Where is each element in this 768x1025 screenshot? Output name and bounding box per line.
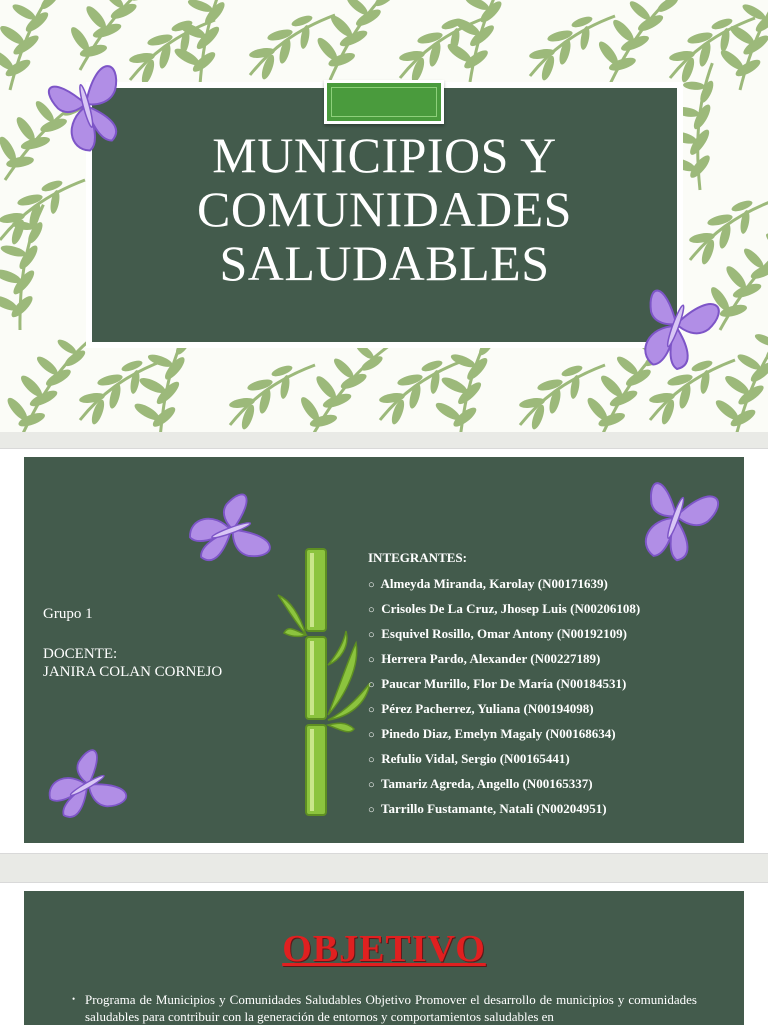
title-line: COMUNIDADES — [197, 181, 572, 237]
bullet-icon: ○ — [368, 679, 375, 691]
bullet-icon: • — [72, 994, 76, 1004]
team-slide — [0, 448, 768, 854]
member-name: Refulio Vidal, Sergio (N00165441) — [381, 751, 570, 766]
butterfly-icon — [628, 266, 724, 384]
list-item — [368, 771, 640, 796]
presentation-title — [92, 128, 677, 290]
title-line: SALUDABLES — [219, 235, 550, 291]
title-line: MUNICIPIOS Y — [212, 127, 557, 183]
bullet-icon: ○ — [368, 629, 375, 641]
bamboo-icon — [270, 545, 380, 821]
member-name: Pinedo Diaz, Emelyn Magaly (N00168634) — [381, 726, 616, 741]
bullet-icon: ○ — [368, 704, 375, 716]
group-label: Grupo 1 — [43, 606, 93, 622]
list-item — [368, 621, 640, 646]
list-item — [368, 721, 640, 746]
bullet-icon: ○ — [368, 604, 375, 616]
list-item — [368, 746, 640, 771]
docente-label: DOCENTE: — [43, 646, 118, 662]
objective-heading: OBJETIVO — [282, 928, 486, 970]
butterfly-icon — [40, 733, 136, 837]
list-item — [368, 596, 640, 621]
bullet-icon: ○ — [368, 804, 375, 816]
member-name: Herrera Pardo, Alexander (N00227189) — [381, 651, 601, 666]
objective-text: Programa de Municipios y Comunidades Saludables Objetivo Promover el desarrollo de municipios y comunidades saludables para contribuir con la generación de entornos y comportamientos saludables en — [85, 992, 697, 1024]
member-name: Tarrillo Fustamante, Natali (N00204951) — [381, 801, 607, 816]
docente-block — [43, 645, 222, 681]
objective-body — [72, 991, 697, 1025]
bullet-icon: ○ — [368, 779, 375, 791]
list-item — [368, 671, 640, 696]
title-slide — [0, 0, 768, 432]
list-item — [368, 571, 640, 596]
list-item — [368, 646, 640, 671]
member-name: Pérez Pacherrez, Yuliana (N00194098) — [381, 701, 594, 716]
members-block — [368, 548, 640, 821]
member-name: Crisoles De La Cruz, Jhosep Luis (N00206108) — [381, 601, 641, 616]
list-item — [368, 696, 640, 721]
docente-name: JANIRA COLAN CORNEJO — [43, 664, 223, 680]
butterfly-icon — [184, 475, 280, 585]
member-name: Esquivel Rosillo, Omar Antony (N00192109) — [381, 626, 627, 641]
butterfly-icon — [628, 459, 724, 575]
butterfly-icon — [40, 46, 132, 164]
bullet-icon: ○ — [368, 579, 375, 591]
bullet-icon: ○ — [368, 754, 375, 766]
member-name: Almeyda Miranda, Karolay (N00171639) — [380, 576, 608, 591]
members-heading: INTEGRANTES: — [368, 550, 467, 565]
member-name: Paucar Murillo, Flor De María (N00184531) — [381, 676, 627, 691]
members-list — [368, 571, 640, 821]
bullet-icon: ○ — [368, 654, 375, 666]
title-tab-decoration — [324, 80, 444, 124]
list-item — [368, 796, 640, 821]
objective-slide — [0, 882, 768, 1025]
bullet-icon: ○ — [368, 729, 375, 741]
member-name: Tamariz Agreda, Angello (N00165337) — [381, 776, 593, 791]
